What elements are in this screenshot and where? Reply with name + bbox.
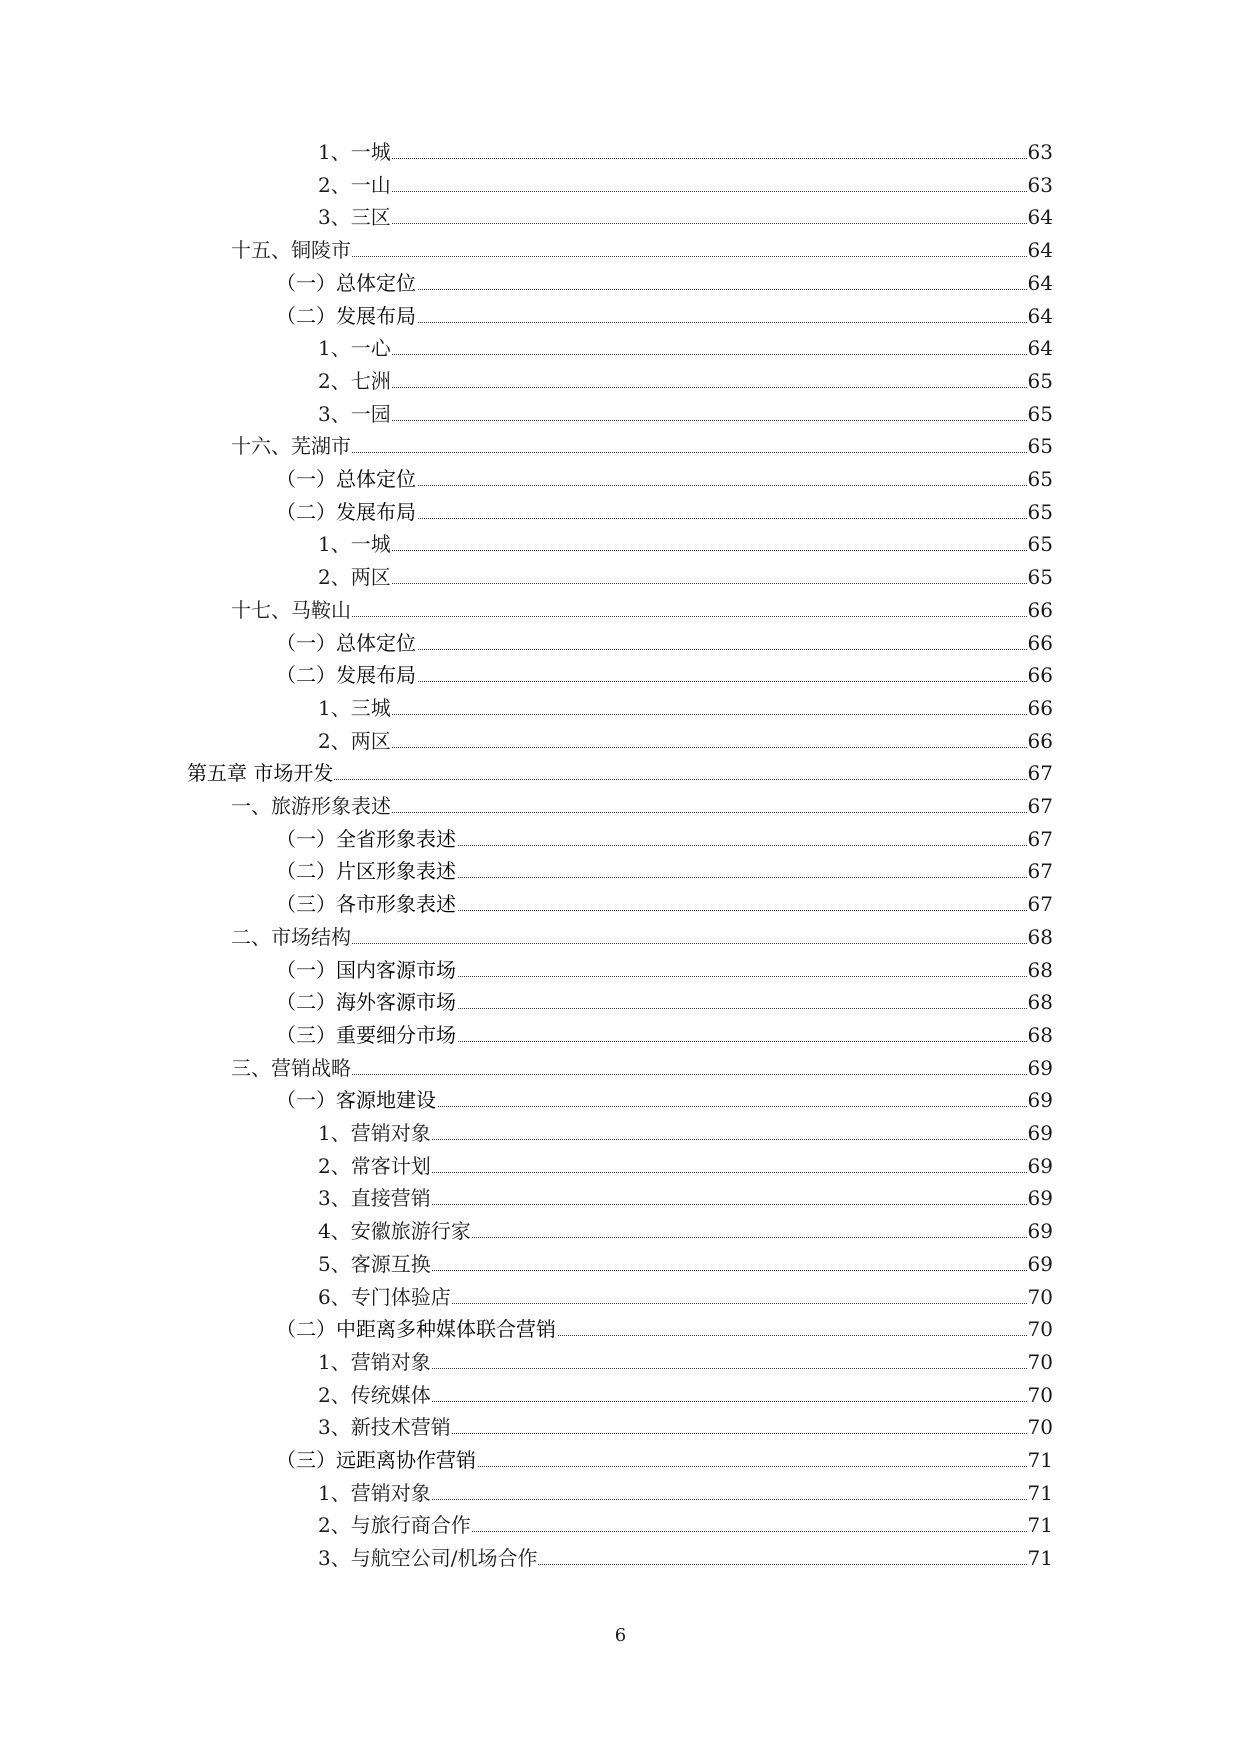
toc-entry-page: 70 [1027,1281,1053,1313]
toc-entry [0,496,1241,528]
toc-leader-dots [318,158,1027,159]
toc-entry-page: 71 [1027,1509,1053,1541]
toc-entry [0,1248,1241,1280]
toc-entry [0,463,1241,495]
toc-entry [0,954,1241,986]
toc-entry-page: 64 [1027,234,1053,266]
toc-entry [0,1019,1241,1051]
toc-entry [0,528,1241,560]
toc-entry [0,1411,1241,1443]
toc-entry-title: 2、一山 [318,169,392,201]
toc-entry-page: 67 [1027,790,1053,822]
toc-entry-page: 71 [1027,1477,1053,1509]
toc-entry-title: 3、新技术营销 [318,1411,452,1443]
toc-entry [0,627,1241,659]
toc-entry-title: 6、专门体验店 [318,1281,452,1313]
toc-entry-title: （二）发展布局 [276,300,417,332]
toc-entry [0,1215,1241,1247]
toc-entry [0,332,1241,364]
toc-entry [0,1281,1241,1313]
toc-entry-page: 64 [1027,300,1053,332]
toc-entry-title: （一）全省形象表述 [276,823,457,855]
toc-entry-title: （三）各市形象表述 [276,888,457,920]
toc-entry-title: 十七、马鞍山 [231,594,352,626]
toc-entry [0,921,1241,953]
toc-entry-page: 71 [1027,1542,1053,1574]
toc-entry-page: 69 [1027,1215,1053,1247]
toc-entry-title: 2、两区 [318,561,392,593]
toc-entry [0,1182,1241,1214]
toc-entry-title: （二）发展布局 [276,496,417,528]
toc-entry [0,594,1241,626]
toc-entry [0,201,1241,233]
toc-entry-page: 66 [1027,692,1053,724]
toc-entry-page: 67 [1027,888,1053,920]
toc-entry-title: 二、市场结构 [231,921,352,953]
toc-leader-dots [318,583,1027,584]
toc-entry-title: 1、一城 [318,528,392,560]
toc-entry [0,300,1241,332]
toc-entry-page: 64 [1027,267,1053,299]
toc-leader-dots [318,550,1027,551]
toc-entry [0,790,1241,822]
toc-entry-title: （二）中距离多种媒体联合营销 [276,1313,557,1345]
toc-entry-page: 71 [1027,1444,1053,1476]
toc-entry [0,823,1241,855]
toc-entry [0,1509,1241,1541]
toc-entry-title: 1、一心 [318,332,392,364]
toc-entry-page: 69 [1027,1084,1053,1116]
toc-entry-page: 63 [1027,169,1053,201]
toc-entry [0,430,1241,462]
toc-entry-page: 65 [1027,463,1053,495]
toc-leader-dots [318,420,1027,421]
toc-entry-page: 68 [1027,1019,1053,1051]
toc-entry-page: 64 [1027,201,1053,233]
toc-leader-dots [318,747,1027,748]
toc-entry-title: 3、与航空公司/机场合作 [318,1542,538,1574]
toc-entry-title: （一）总体定位 [276,267,417,299]
toc-entry-page: 65 [1027,496,1053,528]
toc-entry-page: 68 [1027,986,1053,1018]
toc-entry-title: （二）海外客源市场 [276,986,457,1018]
toc-entry [0,136,1241,168]
toc-entry-title: 三、营销战略 [231,1052,352,1084]
toc-entry-page: 64 [1027,332,1053,364]
toc-entry-title: 2、与旅行商合作 [318,1509,472,1541]
toc-entry [0,855,1241,887]
toc-entry [0,1150,1241,1182]
toc-entry [0,1379,1241,1411]
toc-entry-title: 3、直接营销 [318,1182,432,1214]
toc-entry [0,725,1241,757]
toc-entry-title: 1、一城 [318,136,392,168]
toc-entry-page: 68 [1027,921,1053,953]
toc-entry-title: 4、安徽旅游行家 [318,1215,472,1247]
toc-entry-page: 65 [1027,430,1053,462]
toc-entry [0,888,1241,920]
toc-leader-dots [318,191,1027,192]
toc-entry-title: 1、营销对象 [318,1477,432,1509]
toc-entry-title: （二）发展布局 [276,659,417,691]
toc-entry [0,1052,1241,1084]
toc-entry-title: 3、三区 [318,201,392,233]
toc-entry-page: 69 [1027,1052,1053,1084]
toc-entry [0,1117,1241,1149]
toc-entry-title: 3、一园 [318,398,392,430]
toc-entry-page: 65 [1027,528,1053,560]
toc-entry-title: 1、营销对象 [318,1346,432,1378]
toc-entry-page: 65 [1027,561,1053,593]
toc-entry-title: 第五章 市场开发 [187,757,334,789]
toc-entry-page: 66 [1027,594,1053,626]
toc-entry-title: 十六、芜湖市 [231,430,352,462]
toc-entry-page: 67 [1027,855,1053,887]
toc-leader-dots [318,714,1027,715]
toc-entry-title: 2、常客计划 [318,1150,432,1182]
toc-entry [0,1084,1241,1116]
toc-entry [0,659,1241,691]
page-number: 6 [614,1625,627,1646]
toc-entry-title: 1、营销对象 [318,1117,432,1149]
toc-entry-page: 65 [1027,365,1053,397]
toc-entry-page: 66 [1027,725,1053,757]
toc-entry-page: 66 [1027,659,1053,691]
toc-entry-page: 67 [1027,757,1053,789]
toc-entry-title: （一）总体定位 [276,627,417,659]
toc-entry-title: （一）总体定位 [276,463,417,495]
toc-entry-page: 66 [1027,627,1053,659]
toc-entry-page: 67 [1027,823,1053,855]
toc-entry [0,365,1241,397]
toc-entry-title: （一）国内客源市场 [276,954,457,986]
toc-entry [0,267,1241,299]
toc-entry [0,234,1241,266]
toc-entry-page: 68 [1027,954,1053,986]
toc-entry-title: （一）客源地建设 [276,1084,437,1116]
toc-entry-page: 65 [1027,398,1053,430]
toc-entry-title: 2、两区 [318,725,392,757]
toc-entry [0,1444,1241,1476]
toc-entry-page: 70 [1027,1411,1053,1443]
toc-entry-page: 63 [1027,136,1053,168]
toc-entry [0,1313,1241,1345]
toc-entry-page: 70 [1027,1346,1053,1378]
toc-entry [0,169,1241,201]
toc-entry-title: 十五、铜陵市 [231,234,352,266]
toc-entry-title: 1、三城 [318,692,392,724]
toc-entry [0,398,1241,430]
toc-leader-dots [318,387,1027,388]
toc-entry [0,1346,1241,1378]
toc-leader-dots [318,223,1027,224]
toc-entry [0,1542,1241,1574]
toc-entry [0,561,1241,593]
toc-entry-page: 69 [1027,1248,1053,1280]
toc-entry-title: （二）片区形象表述 [276,855,457,887]
toc-entry-page: 69 [1027,1182,1053,1214]
toc-entry-page: 70 [1027,1379,1053,1411]
toc-entry-title: 一、旅游形象表述 [231,790,392,822]
toc-entry [0,1477,1241,1509]
toc-entry [0,986,1241,1018]
toc-entry-page: 70 [1027,1313,1053,1345]
toc-leader-dots [318,354,1027,355]
toc-entry-title: （三）重要细分市场 [276,1019,457,1051]
toc-entry-page: 69 [1027,1150,1053,1182]
toc-entry-page: 69 [1027,1117,1053,1149]
toc-entry-title: 2、七洲 [318,365,392,397]
toc-entry-title: 2、传统媒体 [318,1379,432,1411]
toc-entry [0,757,1241,789]
toc-entry-title: （三）远距离协作营销 [276,1444,477,1476]
toc-entry-title: 5、客源互换 [318,1248,432,1280]
toc-entry [0,692,1241,724]
